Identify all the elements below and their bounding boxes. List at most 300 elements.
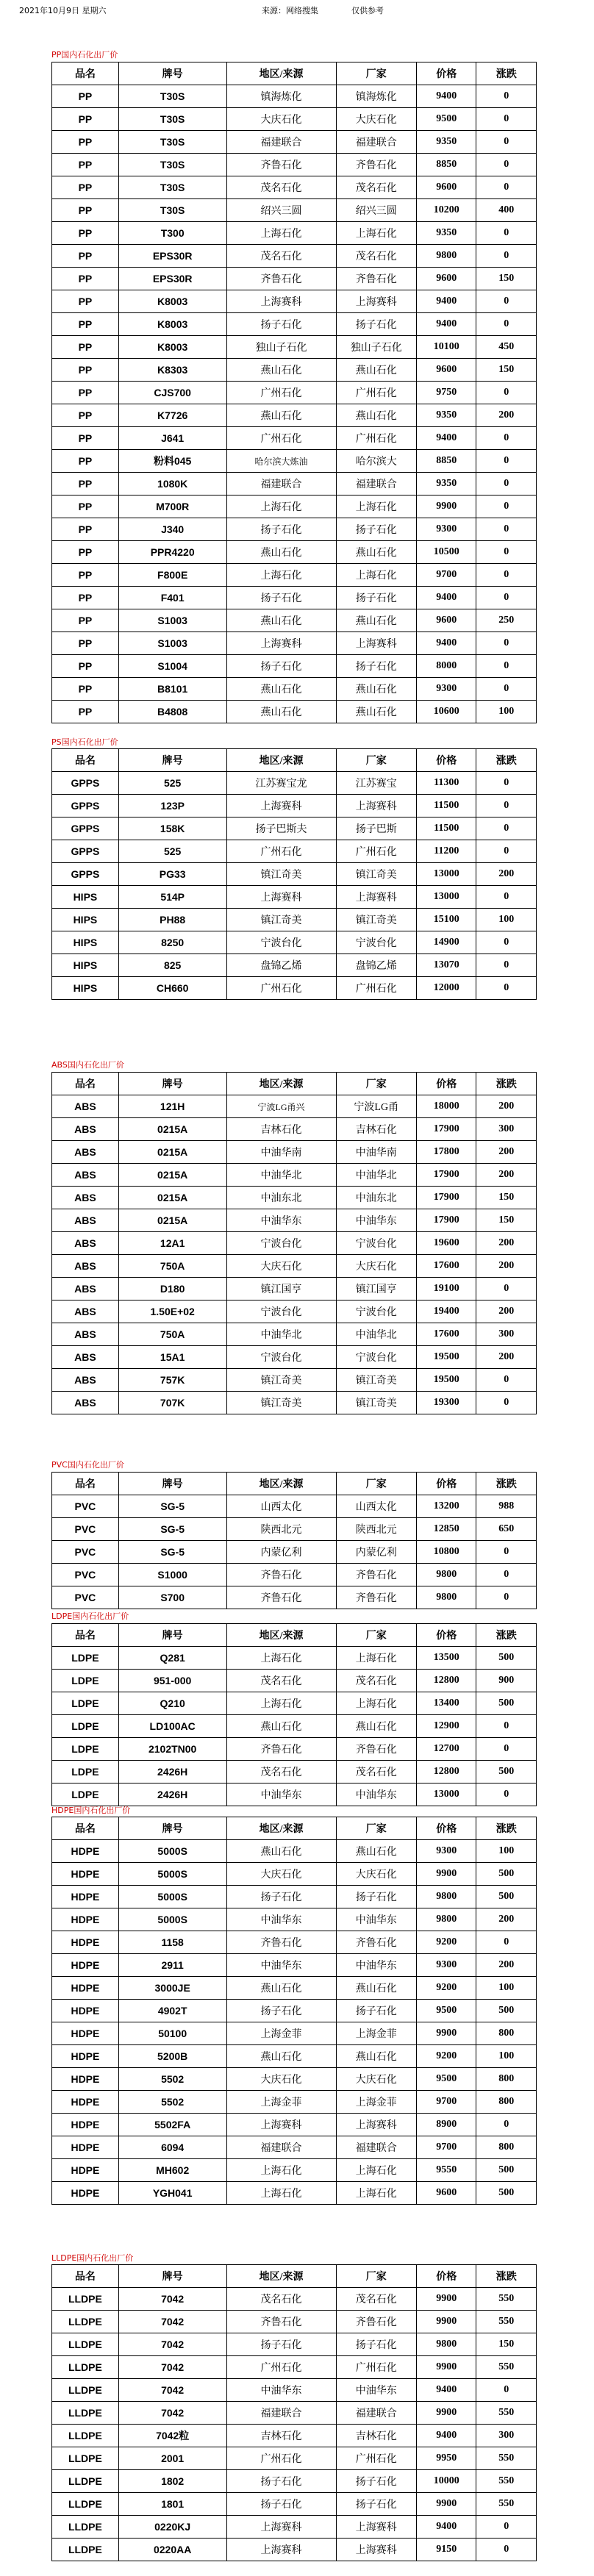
cell-name: PVC — [52, 1564, 119, 1586]
cell-region: 燕山石化 — [226, 609, 336, 632]
cell-change: 800 — [476, 2091, 537, 2114]
table-row — [52, 564, 537, 587]
cell-name: PP — [52, 632, 119, 655]
cell-maker: 燕山石化 — [336, 404, 416, 427]
cell-name: ABS — [52, 1392, 119, 1414]
cell-change: 0 — [476, 1541, 537, 1564]
cell-grade: T30S — [118, 108, 226, 131]
cell-price: 9350 — [416, 131, 476, 154]
price-table — [51, 62, 537, 723]
section-title: LLDPE国内石化出厂价 — [51, 2253, 134, 2263]
table-row — [52, 2516, 537, 2539]
cell-maker: 上海金菲 — [336, 2022, 416, 2045]
cell-maker: 镇江奇美 — [336, 863, 416, 886]
cell-grade: 50100 — [118, 2022, 226, 2045]
column-header: 涨跌 — [476, 1817, 537, 1840]
cell-grade: F401 — [118, 587, 226, 609]
cell-price: 15100 — [416, 909, 476, 931]
cell-change: 0 — [476, 1738, 537, 1761]
table-row — [52, 678, 537, 701]
cell-change: 0 — [476, 450, 537, 473]
cell-change: 500 — [476, 1863, 537, 1886]
cell-change: 100 — [476, 909, 537, 931]
cell-change: 150 — [476, 1209, 537, 1232]
cell-price: 9500 — [416, 108, 476, 131]
cell-change: 200 — [476, 1255, 537, 1278]
cell-maker: 燕山石化 — [336, 1715, 416, 1738]
column-header: 牌号 — [118, 1817, 226, 1840]
cell-name: PP — [52, 655, 119, 678]
cell-region: 上海赛科 — [226, 2539, 336, 2561]
cell-change: 0 — [476, 977, 537, 1000]
cell-region: 吉林石化 — [226, 2425, 336, 2447]
cell-change: 0 — [476, 131, 537, 154]
column-header: 价格 — [416, 62, 476, 85]
table-row — [52, 1209, 537, 1232]
table-row — [52, 245, 537, 268]
column-header: 厂家 — [336, 749, 416, 772]
cell-maker: 扬子石化 — [336, 587, 416, 609]
cell-grade: 7042 — [118, 2311, 226, 2333]
table-row — [52, 2356, 537, 2379]
cell-price: 9900 — [416, 2311, 476, 2333]
table-row — [52, 2159, 537, 2182]
cell-maker: 中油华北 — [336, 1323, 416, 1346]
cell-maker: 茂名石化 — [336, 1670, 416, 1692]
table-row — [52, 2288, 537, 2311]
cell-change: 0 — [476, 954, 537, 977]
table-row — [52, 518, 537, 541]
cell-maker: 宁波台化 — [336, 1346, 416, 1369]
table-row — [52, 313, 537, 336]
column-header: 厂家 — [336, 1817, 416, 1840]
cell-price: 10600 — [416, 701, 476, 723]
cell-name: PP — [52, 427, 119, 450]
table-row — [52, 1278, 537, 1300]
cell-maker: 茂名石化 — [336, 245, 416, 268]
cell-name: HIPS — [52, 954, 119, 977]
table-row — [52, 1346, 537, 1369]
table-row — [52, 450, 537, 473]
cell-change: 550 — [476, 2493, 537, 2516]
table-row — [52, 840, 537, 863]
cell-price: 17900 — [416, 1209, 476, 1232]
table-row — [52, 154, 537, 176]
table-row — [52, 176, 537, 199]
cell-region: 扬子石化 — [226, 1886, 336, 1908]
cell-maker: 齐鲁石化 — [336, 1564, 416, 1586]
cell-region: 大庆石化 — [226, 108, 336, 131]
cell-region: 茂名石化 — [226, 176, 336, 199]
cell-change: 150 — [476, 359, 537, 382]
cell-price: 9500 — [416, 2000, 476, 2022]
cell-name: LLDPE — [52, 2379, 119, 2402]
cell-price: 10800 — [416, 1541, 476, 1564]
cell-price: 9400 — [416, 313, 476, 336]
price-table — [51, 748, 537, 1000]
cell-name: LLDPE — [52, 2288, 119, 2311]
cell-region: 燕山石化 — [226, 404, 336, 427]
table-header-row — [52, 1073, 537, 1095]
cell-maker: 山西太化 — [336, 1495, 416, 1518]
cell-name: ABS — [52, 1164, 119, 1187]
cell-name: ABS — [52, 1095, 119, 1118]
table-row — [52, 2068, 537, 2091]
cell-name: ABS — [52, 1255, 119, 1278]
cell-region: 大庆石化 — [226, 1863, 336, 1886]
cell-region: 大庆石化 — [226, 1255, 336, 1278]
cell-change: 800 — [476, 2068, 537, 2091]
cell-grade: PH88 — [118, 909, 226, 931]
section-title: PP国内石化出厂价 — [51, 50, 118, 60]
cell-price: 9400 — [416, 427, 476, 450]
cell-change: 150 — [476, 1187, 537, 1209]
cell-name: ABS — [52, 1187, 119, 1209]
cell-region: 茂名石化 — [226, 2288, 336, 2311]
cell-maker: 扬子石化 — [336, 2333, 416, 2356]
cell-grade: EPS30R — [118, 245, 226, 268]
cell-price: 9750 — [416, 382, 476, 404]
cell-change: 0 — [476, 85, 537, 108]
cell-name: GPPS — [52, 795, 119, 817]
cell-maker: 齐鲁石化 — [336, 1738, 416, 1761]
cell-grade: S1003 — [118, 609, 226, 632]
cell-region: 中油华北 — [226, 1323, 336, 1346]
cell-region: 广州石化 — [226, 2447, 336, 2470]
cell-name: LLDPE — [52, 2447, 119, 2470]
cell-change: 200 — [476, 863, 537, 886]
table-row — [52, 199, 537, 222]
cell-region: 上海赛科 — [226, 632, 336, 655]
cell-region: 中油华东 — [226, 1783, 336, 1806]
cell-change: 0 — [476, 313, 537, 336]
cell-name: LLDPE — [52, 2356, 119, 2379]
cell-grade: 2102TN00 — [118, 1738, 226, 1761]
table-row — [52, 1255, 537, 1278]
cell-region: 上海赛科 — [226, 795, 336, 817]
cell-price: 13000 — [416, 886, 476, 909]
cell-region: 广州石化 — [226, 382, 336, 404]
cell-name: LLDPE — [52, 2470, 119, 2493]
cell-grade: 707K — [118, 1392, 226, 1414]
table-row — [52, 1840, 537, 1863]
cell-name: ABS — [52, 1346, 119, 1369]
cell-grade: 825 — [118, 954, 226, 977]
cell-name: HDPE — [52, 1977, 119, 2000]
table-row — [52, 1564, 537, 1586]
cell-region: 广州石化 — [226, 2356, 336, 2379]
cell-maker: 大庆石化 — [336, 108, 416, 131]
cell-change: 0 — [476, 2379, 537, 2402]
cell-price: 9700 — [416, 2136, 476, 2159]
cell-name: PP — [52, 199, 119, 222]
table-row — [52, 1863, 537, 1886]
table-row — [52, 290, 537, 313]
table-row — [52, 977, 537, 1000]
cell-name: PP — [52, 131, 119, 154]
cell-name: HIPS — [52, 931, 119, 954]
cell-maker: 燕山石化 — [336, 2045, 416, 2068]
cell-name: PVC — [52, 1495, 119, 1518]
cell-price: 9800 — [416, 2333, 476, 2356]
cell-grade: B8101 — [118, 678, 226, 701]
cell-name: LLDPE — [52, 2539, 119, 2561]
cell-price: 9300 — [416, 678, 476, 701]
cell-grade: YGH041 — [118, 2182, 226, 2205]
column-header: 价格 — [416, 1073, 476, 1095]
cell-change: 500 — [476, 2000, 537, 2022]
cell-price: 19400 — [416, 1300, 476, 1323]
cell-region: 广州石化 — [226, 977, 336, 1000]
table-row — [52, 1118, 537, 1141]
cell-name: HDPE — [52, 2136, 119, 2159]
cell-region: 燕山石化 — [226, 701, 336, 723]
table-row — [52, 2333, 537, 2356]
cell-grade: 158K — [118, 817, 226, 840]
cell-change: 0 — [476, 1783, 537, 1806]
table-row — [52, 1541, 537, 1564]
cell-grade: SG-5 — [118, 1541, 226, 1564]
cell-maker: 广州石化 — [336, 382, 416, 404]
cell-maker: 福建联合 — [336, 473, 416, 495]
cell-change: 800 — [476, 2022, 537, 2045]
column-header: 地区/来源 — [226, 749, 336, 772]
cell-name: PP — [52, 290, 119, 313]
table-row — [52, 655, 537, 678]
cell-grade: 5000S — [118, 1886, 226, 1908]
cell-change: 200 — [476, 1141, 537, 1164]
cell-name: GPPS — [52, 772, 119, 795]
cell-change: 0 — [476, 473, 537, 495]
table-row — [52, 886, 537, 909]
cell-maker: 镇江奇美 — [336, 909, 416, 931]
cell-grade: 750A — [118, 1255, 226, 1278]
table-row — [52, 85, 537, 108]
cell-name: PP — [52, 564, 119, 587]
cell-region: 燕山石化 — [226, 2045, 336, 2068]
cell-price: 17900 — [416, 1187, 476, 1209]
cell-change: 0 — [476, 1392, 537, 1414]
table-row — [52, 817, 537, 840]
cell-change: 0 — [476, 382, 537, 404]
cell-grade: 0220KJ — [118, 2516, 226, 2539]
cell-price: 10100 — [416, 336, 476, 359]
cell-maker: 上海赛科 — [336, 795, 416, 817]
cell-region: 江苏赛宝龙 — [226, 772, 336, 795]
column-header: 牌号 — [118, 1073, 226, 1095]
cell-price: 9700 — [416, 564, 476, 587]
cell-price: 9400 — [416, 2379, 476, 2402]
cell-grade: MH602 — [118, 2159, 226, 2182]
cell-grade: EPS30R — [118, 268, 226, 290]
cell-name: ABS — [52, 1232, 119, 1255]
table-row — [52, 1670, 537, 1692]
cell-maker: 上海石化 — [336, 1647, 416, 1670]
cell-grade: M700R — [118, 495, 226, 518]
cell-name: LLDPE — [52, 2425, 119, 2447]
cell-grade: 1158 — [118, 1931, 226, 1954]
cell-maker: 扬子石化 — [336, 518, 416, 541]
cell-grade: 3000JE — [118, 1977, 226, 2000]
column-header: 价格 — [416, 2265, 476, 2288]
cell-maker: 镇江国亨 — [336, 1278, 416, 1300]
table-row — [52, 2447, 537, 2470]
cell-name: ABS — [52, 1141, 119, 1164]
cell-name: ABS — [52, 1300, 119, 1323]
cell-change: 550 — [476, 2402, 537, 2425]
cell-price: 9900 — [416, 2022, 476, 2045]
cell-change: 0 — [476, 222, 537, 245]
cell-change: 450 — [476, 336, 537, 359]
cell-price: 9200 — [416, 1977, 476, 2000]
cell-price: 9400 — [416, 587, 476, 609]
cell-grade: J340 — [118, 518, 226, 541]
cell-change: 550 — [476, 2311, 537, 2333]
cell-price: 18000 — [416, 1095, 476, 1118]
cell-name: HIPS — [52, 886, 119, 909]
cell-name: ABS — [52, 1118, 119, 1141]
cell-name: PP — [52, 587, 119, 609]
cell-region: 齐鲁石化 — [226, 154, 336, 176]
cell-region: 扬子石化 — [226, 2470, 336, 2493]
cell-grade: PG33 — [118, 863, 226, 886]
cell-maker: 镇江奇美 — [336, 1392, 416, 1414]
cell-region: 燕山石化 — [226, 359, 336, 382]
cell-price: 13400 — [416, 1692, 476, 1715]
cell-change: 100 — [476, 2045, 537, 2068]
cell-grade: 0215A — [118, 1209, 226, 1232]
cell-region: 扬子石化 — [226, 2333, 336, 2356]
cell-maker: 燕山石化 — [336, 701, 416, 723]
column-header: 价格 — [416, 1817, 476, 1840]
cell-price: 9800 — [416, 1908, 476, 1931]
cell-grade: 2426H — [118, 1761, 226, 1783]
cell-grade: 1.50E+02 — [118, 1300, 226, 1323]
cell-grade: 525 — [118, 840, 226, 863]
table-row — [52, 2379, 537, 2402]
cell-name: PP — [52, 473, 119, 495]
table-row — [52, 632, 537, 655]
cell-maker: 广州石化 — [336, 427, 416, 450]
cell-maker: 扬子石化 — [336, 1886, 416, 1908]
cell-maker: 独山子石化 — [336, 336, 416, 359]
column-header: 地区/来源 — [226, 1073, 336, 1095]
price-table — [51, 1817, 537, 2205]
cell-maker: 上海石化 — [336, 222, 416, 245]
cell-price: 12000 — [416, 977, 476, 1000]
cell-change: 0 — [476, 176, 537, 199]
cell-price: 9800 — [416, 1586, 476, 1609]
table-header-row — [52, 62, 537, 85]
table-row — [52, 2091, 537, 2114]
cell-name: ABS — [52, 1278, 119, 1300]
cell-name: LDPE — [52, 1647, 119, 1670]
cell-change: 0 — [476, 840, 537, 863]
table-row — [52, 1187, 537, 1209]
cell-change: 0 — [476, 1564, 537, 1586]
table-row — [52, 1692, 537, 1715]
cell-maker: 扬子石化 — [336, 313, 416, 336]
cell-region: 上海赛科 — [226, 2114, 336, 2136]
cell-maker: 宁波LG甬 — [336, 1095, 416, 1118]
column-header: 价格 — [416, 1473, 476, 1495]
cell-grade: K8003 — [118, 313, 226, 336]
cell-region: 齐鲁石化 — [226, 1738, 336, 1761]
cell-price: 10500 — [416, 541, 476, 564]
cell-maker: 大庆石化 — [336, 1255, 416, 1278]
cell-grade: 7042 — [118, 2288, 226, 2311]
cell-grade: 1801 — [118, 2493, 226, 2516]
cell-price: 9350 — [416, 473, 476, 495]
cell-change: 200 — [476, 1908, 537, 1931]
cell-change: 100 — [476, 701, 537, 723]
cell-price: 9200 — [416, 1931, 476, 1954]
cell-grade: Q281 — [118, 1647, 226, 1670]
column-header: 地区/来源 — [226, 62, 336, 85]
cell-grade: 5000S — [118, 1863, 226, 1886]
table-row — [52, 1164, 537, 1187]
cell-maker: 大庆石化 — [336, 2068, 416, 2091]
table-row — [52, 495, 537, 518]
column-header: 牌号 — [118, 2265, 226, 2288]
cell-name: HDPE — [52, 1908, 119, 1931]
cell-region: 燕山石化 — [226, 1715, 336, 1738]
column-header: 厂家 — [336, 1624, 416, 1647]
section-title: PVC国内石化出厂价 — [51, 1460, 124, 1470]
cell-price: 8900 — [416, 2114, 476, 2136]
cell-grade: F800E — [118, 564, 226, 587]
cell-grade: T30S — [118, 154, 226, 176]
cell-grade: T300 — [118, 222, 226, 245]
cell-name: LLDPE — [52, 2516, 119, 2539]
cell-maker: 中油华东 — [336, 1783, 416, 1806]
cell-price: 9600 — [416, 268, 476, 290]
cell-price: 9300 — [416, 1840, 476, 1863]
cell-name: HIPS — [52, 977, 119, 1000]
table-row — [52, 131, 537, 154]
cell-price: 9550 — [416, 2159, 476, 2182]
cell-price: 9600 — [416, 176, 476, 199]
cell-region: 齐鲁石化 — [226, 268, 336, 290]
cell-price: 11500 — [416, 795, 476, 817]
cell-name: HDPE — [52, 2068, 119, 2091]
column-header: 涨跌 — [476, 62, 537, 85]
cell-maker: 上海赛科 — [336, 2114, 416, 2136]
price-table — [51, 2264, 537, 2561]
cell-region: 镇江奇美 — [226, 1392, 336, 1414]
cell-maker: 江苏赛宝 — [336, 772, 416, 795]
cell-region: 宁波台化 — [226, 1232, 336, 1255]
cell-maker: 燕山石化 — [336, 541, 416, 564]
table-row — [52, 1323, 537, 1346]
column-header: 牌号 — [118, 62, 226, 85]
cell-region: 上海赛科 — [226, 2516, 336, 2539]
cell-change: 100 — [476, 1840, 537, 1863]
cell-maker: 齐鲁石化 — [336, 1586, 416, 1609]
cell-region: 中油华北 — [226, 1164, 336, 1187]
table-row — [52, 404, 537, 427]
table-row — [52, 1095, 537, 1118]
cell-grade: 757K — [118, 1369, 226, 1392]
cell-region: 扬子巴斯夫 — [226, 817, 336, 840]
cell-region: 齐鲁石化 — [226, 1586, 336, 1609]
cell-grade: 121H — [118, 1095, 226, 1118]
cell-grade: 4902T — [118, 2000, 226, 2022]
column-header: 涨跌 — [476, 1473, 537, 1495]
cell-region: 独山子石化 — [226, 336, 336, 359]
cell-change: 0 — [476, 495, 537, 518]
table-row — [52, 1886, 537, 1908]
